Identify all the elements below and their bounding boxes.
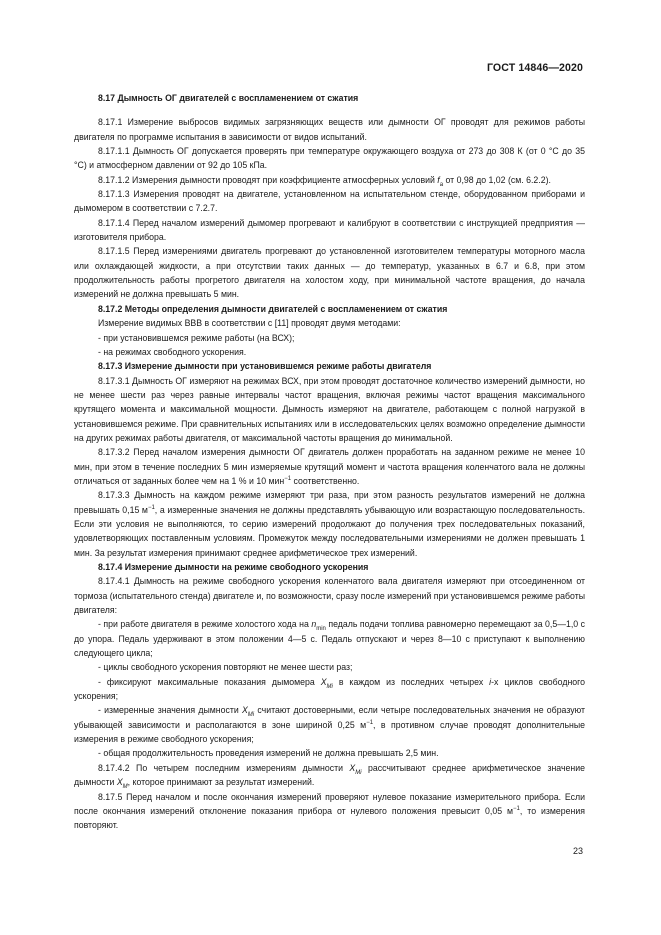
paragraph-8-17-1-3: 8.17.1.3 Измерения проводят на двигателе, установленном на испытательном стенде, оборудованном приборами и дымомером в соответствии с 7.2.7.: [74, 189, 585, 214]
standard-header: ГОСТ 14846—2020: [486, 62, 583, 74]
section-title-8-17-2: 8.17.2 Методы определения дымности двигателей с воспламенением от сжатия: [98, 303, 448, 314]
list-item-free-acceleration: - на режимах свободного ускорения.: [98, 346, 247, 357]
list-item-repeat-cycles: - циклы свободного ускорения повторяют не менее шести раз;: [98, 662, 353, 673]
section-title-8-17-3: 8.17.3 Измерение дымности при установившемся режиме работы двигателя: [98, 361, 432, 372]
paragraph-8-17-3-3: 8.17.3.3 Дымность на каждом режиме измеряют три раза, при этом разность результатов измерений не должна превышать 0,15 $м^{-1}$, а измеренные значения не должны представлять убывающую или возрастающую последовательность. Если эти условия не выполняются, то серию измерений продолжают до получения трех последовательных показаний, удовлетворяющих поставленным условиям. Промежуток между последовательными измерениями не должен превышать 1 мин. За результат измерения принимают среднее арифметическое трех измерений.: [74, 490, 585, 558]
paragraph-8-17-1-2: 8.17.1.2 Измерения дымности проводят при коэффициенте атмосферных условий $f_a$ от 0,98 до 1,02 (см. 6.2.2).: [98, 174, 551, 188]
list-item-total-duration: - общая продолжительность проведения измерений не должна превышать 2,5 мин.: [98, 748, 439, 759]
paragraph-8-17-1-5: 8.17.1.5 Перед измерениями двигатель прогревают до установленной изготовителем температуры моторного масла или охлаждающей жидкости, а при отсутствии таких данных — до температур, указанных в 6.7 и 6.8, при этом продолжительность работы прогретого двигателя на холостом ходу, при минимальной частоте вращения, до начала измерений не должна превышать 5 мин.: [74, 246, 585, 300]
paragraph-8-17-2: Измерение видимых ВВВ в соответствии с [11] проводят двумя методами:: [98, 318, 401, 329]
list-item-record-max: - фиксируют максимальные показания дымомера $X_{Mi}$ в каждом из последних четырех i-х циклов свободного ускорения;: [74, 676, 586, 702]
paragraph-8-17-1-1: 8.17.1.1 Дымность ОГ допускается проверять при температуре окружающего воздуха от 273 до 308 К (от 0 °С до 35 °С) и атмосферном давлении от 92 до 105 кПа.: [74, 146, 585, 171]
paragraph-8-17-4-2: 8.17.4.2 По четырем последним измерениям дымности $X_{Mi}$ рассчитывают среднее арифметическое значение дымности $X_M$, которое принимают за результат измерений.: [74, 762, 585, 790]
document-body: [74, 91, 585, 833]
paragraph-8-17-1: 8.17.1 Измерение выбросов видимых загрязняющих веществ или дымности ОГ проводят для режимов работы двигателя по программе испытания в зависимости от видов испытаний.: [74, 117, 585, 142]
section-title-8-17-4: 8.17.4 Измерение дымности на режиме свободного ускорения: [98, 562, 369, 572]
paragraph-8-17-4-1: 8.17.4.1 Дымность на режиме свободного ускорения коленчатого вала двигателя измеряют при отсоединенном от тормоза (испытательного стенда) двигателе и, по возможности, сразу после измерений при установившемся режиме работы двигателя:: [74, 576, 585, 616]
paragraph-8-17-3-2: 8.17.3.2 Перед началом измерения дымности ОГ двигатель должен проработать на заданном режиме не менее 10 мин, при этом в течение последних 5 мин измеряемые крутящий момент и частота вращения коленчатого вала не должны отличаться от заданных более чем на 1 % и 10 мин$^{-1}$ соответственно.: [74, 447, 585, 486]
page-number: 23: [572, 846, 583, 856]
section-title-8-17: 8.17 Дымность ОГ двигателей с воспламенением от сжатия: [98, 93, 359, 103]
list-item-valid-values: - измеренные значения дымности $X_{Mi}$ считают достоверными, если четыре последовательных значения не образуют убывающей зависимости и располагаются в зоне шириной 0,25 $м^{-1}$, в противном случае проводят дополнительные измерения в режиме свободного ускорения;: [74, 705, 585, 745]
paragraph-8-17-3-1: 8.17.3.1 Дымность ОГ измеряют на режимах ВСХ, при этом проводят достаточное количество измерений дымности, но не менее шести раз через равные интервалы частот вращения, включая режимы частот вращения максимального крутящего момента и максимальной мощности. Дымность измеряют на двигателе, работающем с полной нагрузкой в установившемся режиме. При сравнительных испытаниях или в исследовательских целях возможно определение дымности на других режимах работы двигателя, от максимальной частоты вращения до минимальной.: [74, 375, 585, 443]
paragraph-8-17-1-4: 8.17.1.4 Перед началом измерений дымомер прогревают и калибруют в соответствии с инструкцией предприятия — изготовителя прибора.: [74, 217, 585, 243]
paragraph-8-17-5: 8.17.5 Перед началом и после окончания измерений проверяют нулевое показание измерительного прибора. Если после окончания измерений отклонение показания прибора от нулевого положения превысит 0,05 $м^{-1}$, то измерения повторяют.: [74, 791, 585, 831]
list-item-idle-cycle: - при работе двигателя в режиме холостого хода на $n_{min}$ педаль подачи топлива равномерно перемещают за 0,5—1,0 с до упора. Педаль удерживают в этом положении 4—5 с. Педаль отпускают и через 8—10 с приступают к выполнению следующего цикла;: [74, 619, 586, 659]
list-item-steady-mode: - при установившемся режиме работы (на ВСХ);: [98, 332, 295, 343]
